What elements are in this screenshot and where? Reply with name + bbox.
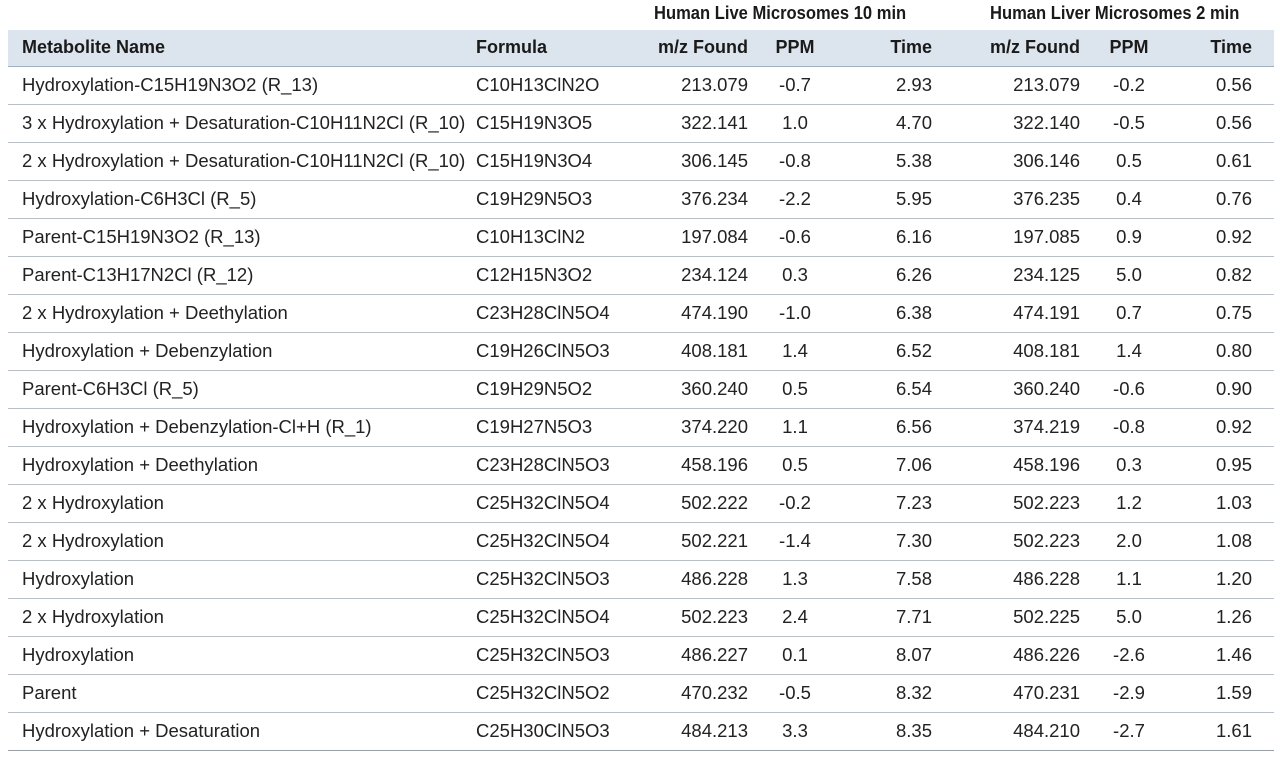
- cell-time-10min: 7.58: [830, 560, 960, 598]
- cell-ppm-2min: 0.5: [1090, 142, 1168, 180]
- cell-ppm-2min: -2.9: [1090, 674, 1168, 712]
- cell-time-2min: 0.75: [1168, 294, 1274, 332]
- cell-formula: C25H32ClN5O3: [462, 560, 648, 598]
- cell-mz-found-10min: 234.124: [648, 256, 760, 294]
- cell-time-10min: 8.32: [830, 674, 960, 712]
- cell-time-2min: 0.90: [1168, 370, 1274, 408]
- cell-mz-found-2min: 502.225: [960, 598, 1090, 636]
- cell-time-10min: 5.95: [830, 180, 960, 218]
- cell-formula: C19H27N5O3: [462, 408, 648, 446]
- table-row: [8, 370, 1274, 408]
- cell-ppm-10min: -0.5: [760, 674, 830, 712]
- metabolite-table-page: [8, 0, 1272, 751]
- table-row: [8, 180, 1274, 218]
- cell-mz-found-2min: 306.146: [960, 142, 1090, 180]
- cell-formula: C25H32ClN5O2: [462, 674, 648, 712]
- cell-ppm-2min: 0.3: [1090, 446, 1168, 484]
- cell-ppm-10min: -0.8: [760, 142, 830, 180]
- header-time-10min: Time: [830, 30, 960, 66]
- cell-time-10min: 2.93: [830, 66, 960, 104]
- cell-mz-found-10min: 374.220: [648, 408, 760, 446]
- cell-ppm-10min: 0.5: [760, 446, 830, 484]
- cell-time-10min: 6.52: [830, 332, 960, 370]
- table-row: [8, 218, 1274, 256]
- column-group-header-row: [8, 0, 1272, 30]
- cell-mz-found-10min: 484.213: [648, 712, 760, 750]
- header-mz-found-10min: m/z Found: [648, 30, 760, 66]
- table-header: [8, 30, 1274, 66]
- cell-mz-found-2min: 502.223: [960, 484, 1090, 522]
- cell-metabolite-name: 2 x Hydroxylation + Deethylation: [8, 294, 462, 332]
- cell-metabolite-name: Parent-C15H19N3O2 (R_13): [8, 218, 462, 256]
- cell-metabolite-name: 3 x Hydroxylation + Desaturation-C10H11N2Cl (R_10): [8, 104, 462, 142]
- cell-formula: C25H30ClN5O3: [462, 712, 648, 750]
- cell-ppm-2min: 0.7: [1090, 294, 1168, 332]
- table-row: [8, 636, 1274, 674]
- cell-mz-found-2min: 197.085: [960, 218, 1090, 256]
- cell-time-2min: 1.59: [1168, 674, 1274, 712]
- cell-time-2min: 0.95: [1168, 446, 1274, 484]
- cell-formula: C19H26ClN5O3: [462, 332, 648, 370]
- cell-time-10min: 7.71: [830, 598, 960, 636]
- cell-mz-found-2min: 376.235: [960, 180, 1090, 218]
- cell-ppm-2min: 2.0: [1090, 522, 1168, 560]
- cell-metabolite-name: Parent-C13H17N2Cl (R_12): [8, 256, 462, 294]
- cell-ppm-10min: -0.6: [760, 218, 830, 256]
- cell-mz-found-2min: 322.140: [960, 104, 1090, 142]
- cell-time-10min: 7.30: [830, 522, 960, 560]
- cell-time-10min: 5.38: [830, 142, 960, 180]
- cell-mz-found-10min: 486.228: [648, 560, 760, 598]
- cell-ppm-2min: -2.6: [1090, 636, 1168, 674]
- cell-ppm-2min: -0.8: [1090, 408, 1168, 446]
- table-row: [8, 408, 1274, 446]
- cell-mz-found-10min: 197.084: [648, 218, 760, 256]
- cell-mz-found-2min: 502.223: [960, 522, 1090, 560]
- cell-mz-found-2min: 408.181: [960, 332, 1090, 370]
- cell-formula: C10H13ClN2: [462, 218, 648, 256]
- cell-metabolite-name: 2 x Hydroxylation: [8, 598, 462, 636]
- cell-formula: C15H19N3O4: [462, 142, 648, 180]
- cell-time-2min: 1.46: [1168, 636, 1274, 674]
- cell-time-2min: 0.82: [1168, 256, 1274, 294]
- cell-ppm-10min: -0.7: [760, 66, 830, 104]
- cell-metabolite-name: Hydroxylation + Deethylation: [8, 446, 462, 484]
- cell-mz-found-2min: 486.228: [960, 560, 1090, 598]
- table-row: [8, 66, 1274, 104]
- cell-ppm-2min: 5.0: [1090, 256, 1168, 294]
- table-row: [8, 560, 1274, 598]
- cell-metabolite-name: Parent-C6H3Cl (R_5): [8, 370, 462, 408]
- cell-time-10min: 8.35: [830, 712, 960, 750]
- cell-metabolite-name: Hydroxylation + Debenzylation: [8, 332, 462, 370]
- cell-formula: C25H32ClN5O4: [462, 598, 648, 636]
- cell-ppm-10min: 3.3: [760, 712, 830, 750]
- cell-ppm-2min: 1.2: [1090, 484, 1168, 522]
- cell-time-2min: 1.08: [1168, 522, 1274, 560]
- cell-time-10min: 6.38: [830, 294, 960, 332]
- cell-mz-found-10min: 322.141: [648, 104, 760, 142]
- cell-time-2min: 1.20: [1168, 560, 1274, 598]
- cell-mz-found-2min: 360.240: [960, 370, 1090, 408]
- cell-mz-found-10min: 470.232: [648, 674, 760, 712]
- table-body: [8, 66, 1274, 750]
- header-mz-found-2min: m/z Found: [960, 30, 1090, 66]
- cell-formula: C25H32ClN5O3: [462, 636, 648, 674]
- cell-formula: C10H13ClN2O: [462, 66, 648, 104]
- cell-mz-found-10min: 502.222: [648, 484, 760, 522]
- cell-time-2min: 1.03: [1168, 484, 1274, 522]
- cell-ppm-10min: -0.2: [760, 484, 830, 522]
- cell-formula: C25H32ClN5O4: [462, 522, 648, 560]
- cell-mz-found-2min: 213.079: [960, 66, 1090, 104]
- cell-metabolite-name: Hydroxylation: [8, 636, 462, 674]
- cell-mz-found-10min: 486.227: [648, 636, 760, 674]
- cell-time-2min: 1.26: [1168, 598, 1274, 636]
- cell-time-10min: 7.06: [830, 446, 960, 484]
- cell-time-2min: 0.80: [1168, 332, 1274, 370]
- cell-time-10min: 4.70: [830, 104, 960, 142]
- cell-formula: C23H28ClN5O4: [462, 294, 648, 332]
- group-header-10-min: Human Live Microsomes 10 min: [654, 3, 907, 23]
- cell-ppm-10min: 1.3: [760, 560, 830, 598]
- cell-mz-found-10min: 474.190: [648, 294, 760, 332]
- cell-formula: C15H19N3O5: [462, 104, 648, 142]
- cell-mz-found-10min: 360.240: [648, 370, 760, 408]
- table-row: [8, 674, 1274, 712]
- header-row: [8, 30, 1274, 66]
- cell-ppm-10min: 1.0: [760, 104, 830, 142]
- cell-mz-found-10min: 502.223: [648, 598, 760, 636]
- cell-ppm-10min: 1.1: [760, 408, 830, 446]
- cell-ppm-10min: 1.4: [760, 332, 830, 370]
- cell-ppm-10min: 0.3: [760, 256, 830, 294]
- cell-time-2min: 1.61: [1168, 712, 1274, 750]
- cell-mz-found-10min: 502.221: [648, 522, 760, 560]
- metabolite-table: [8, 30, 1274, 751]
- cell-time-10min: 8.07: [830, 636, 960, 674]
- cell-mz-found-2min: 234.125: [960, 256, 1090, 294]
- table-row: [8, 484, 1274, 522]
- cell-mz-found-10min: 376.234: [648, 180, 760, 218]
- cell-mz-found-2min: 486.226: [960, 636, 1090, 674]
- cell-time-2min: 0.76: [1168, 180, 1274, 218]
- cell-ppm-10min: -1.0: [760, 294, 830, 332]
- cell-time-10min: 6.54: [830, 370, 960, 408]
- cell-time-2min: 0.56: [1168, 66, 1274, 104]
- cell-ppm-2min: -0.5: [1090, 104, 1168, 142]
- table-row: [8, 522, 1274, 560]
- cell-formula: C19H29N5O3: [462, 180, 648, 218]
- cell-ppm-2min: -0.2: [1090, 66, 1168, 104]
- cell-formula: C19H29N5O2: [462, 370, 648, 408]
- cell-mz-found-10min: 213.079: [648, 66, 760, 104]
- cell-time-10min: 7.23: [830, 484, 960, 522]
- table-row: [8, 712, 1274, 750]
- cell-time-2min: 0.56: [1168, 104, 1274, 142]
- cell-formula: C23H28ClN5O3: [462, 446, 648, 484]
- cell-time-10min: 6.26: [830, 256, 960, 294]
- cell-ppm-10min: 2.4: [760, 598, 830, 636]
- cell-metabolite-name: Hydroxylation + Desaturation: [8, 712, 462, 750]
- table-row: [8, 294, 1274, 332]
- cell-ppm-2min: 0.9: [1090, 218, 1168, 256]
- cell-mz-found-2min: 470.231: [960, 674, 1090, 712]
- group-header-2-min: Human Liver Microsomes 2 min: [990, 3, 1240, 23]
- cell-time-2min: 0.92: [1168, 408, 1274, 446]
- cell-metabolite-name: Hydroxylation-C6H3Cl (R_5): [8, 180, 462, 218]
- cell-time-2min: 0.92: [1168, 218, 1274, 256]
- cell-mz-found-10min: 306.145: [648, 142, 760, 180]
- cell-time-10min: 6.16: [830, 218, 960, 256]
- header-time-2min: Time: [1168, 30, 1274, 66]
- cell-mz-found-2min: 474.191: [960, 294, 1090, 332]
- cell-ppm-10min: 0.1: [760, 636, 830, 674]
- header-ppm-2min: PPM: [1090, 30, 1168, 66]
- cell-ppm-2min: -0.6: [1090, 370, 1168, 408]
- cell-ppm-10min: -1.4: [760, 522, 830, 560]
- table-row: [8, 142, 1274, 180]
- table-row: [8, 446, 1274, 484]
- cell-ppm-2min: 0.4: [1090, 180, 1168, 218]
- table-row: [8, 332, 1274, 370]
- cell-mz-found-2min: 484.210: [960, 712, 1090, 750]
- cell-ppm-10min: 0.5: [760, 370, 830, 408]
- cell-metabolite-name: Hydroxylation-C15H19N3O2 (R_13): [8, 66, 462, 104]
- cell-ppm-2min: 1.1: [1090, 560, 1168, 598]
- header-ppm-10min: PPM: [760, 30, 830, 66]
- cell-time-10min: 6.56: [830, 408, 960, 446]
- cell-metabolite-name: Hydroxylation: [8, 560, 462, 598]
- cell-metabolite-name: 2 x Hydroxylation + Desaturation-C10H11N2Cl (R_10): [8, 142, 462, 180]
- cell-metabolite-name: 2 x Hydroxylation: [8, 484, 462, 522]
- cell-metabolite-name: Parent: [8, 674, 462, 712]
- cell-metabolite-name: 2 x Hydroxylation: [8, 522, 462, 560]
- cell-time-2min: 0.61: [1168, 142, 1274, 180]
- header-metabolite-name: Metabolite Name: [8, 30, 462, 66]
- cell-ppm-2min: 1.4: [1090, 332, 1168, 370]
- cell-ppm-10min: -2.2: [760, 180, 830, 218]
- header-formula: Formula: [462, 30, 648, 66]
- cell-mz-found-10min: 408.181: [648, 332, 760, 370]
- cell-mz-found-2min: 458.196: [960, 446, 1090, 484]
- cell-formula: C12H15N3O2: [462, 256, 648, 294]
- table-row: [8, 598, 1274, 636]
- cell-formula: C25H32ClN5O4: [462, 484, 648, 522]
- cell-ppm-2min: -2.7: [1090, 712, 1168, 750]
- cell-mz-found-2min: 374.219: [960, 408, 1090, 446]
- cell-metabolite-name: Hydroxylation + Debenzylation-Cl+H (R_1): [8, 408, 462, 446]
- cell-ppm-2min: 5.0: [1090, 598, 1168, 636]
- table-row: [8, 104, 1274, 142]
- table-row: [8, 256, 1274, 294]
- cell-mz-found-10min: 458.196: [648, 446, 760, 484]
